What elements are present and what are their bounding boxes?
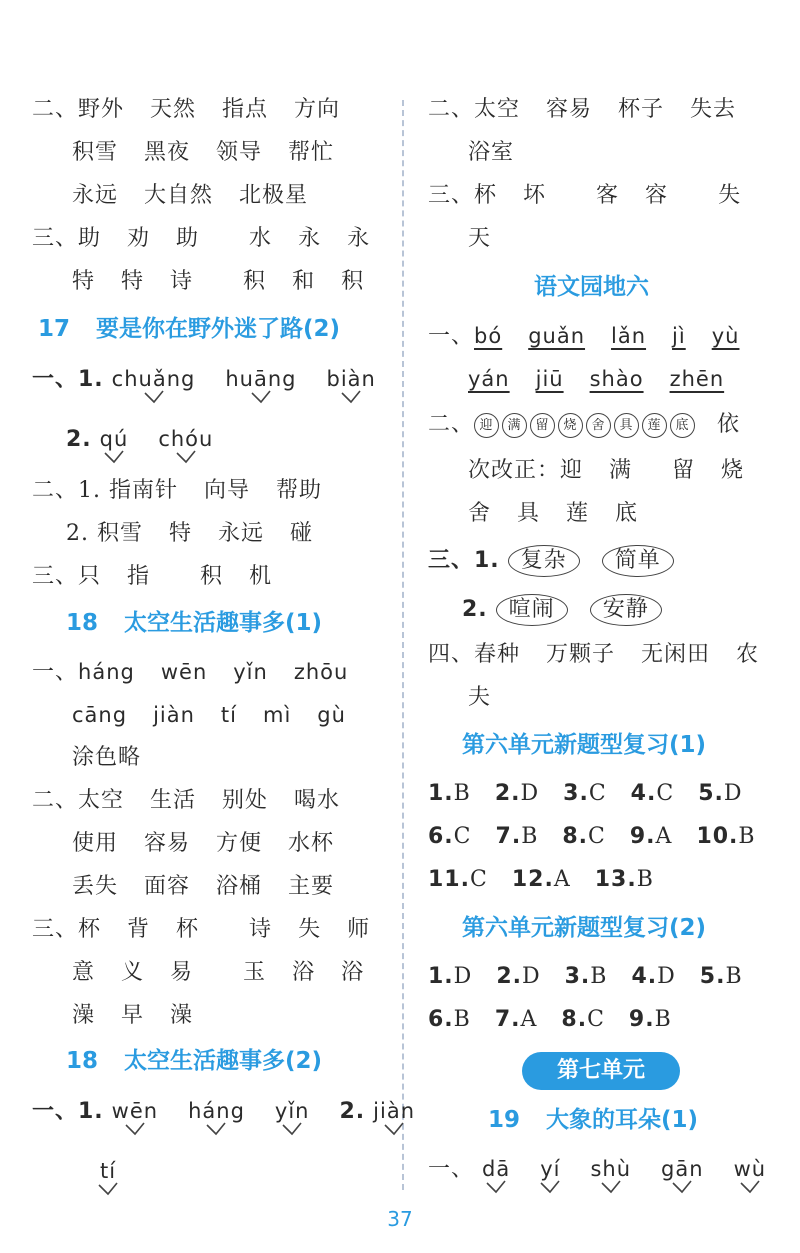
- choice-answers-line: 11.C 12.A 13.B: [428, 867, 654, 892]
- choice-answers-line: 1.D 2.D 3.B 4.D 5.B: [428, 964, 743, 989]
- check-mark-icon: [341, 390, 361, 404]
- answer-line: 三、杯 背 杯 诗 失 师: [32, 917, 371, 942]
- answer-line: 夫: [468, 685, 492, 710]
- answer-line: 2. 积雪 特 永远 碰: [66, 521, 314, 546]
- check-mark-icon: [125, 1122, 145, 1136]
- unit-badge: 第七单元: [522, 1052, 680, 1090]
- answer-line: 二、太空 容易 杯子 失去: [428, 97, 737, 122]
- check-mark-icon: [486, 1180, 506, 1194]
- section-heading: 语文园地六: [534, 274, 649, 300]
- answer-line: 次改正：迎 满 留 烧: [468, 458, 745, 483]
- choice-answers-line: 1.B 2.D 3.C 4.C 5.D: [428, 781, 743, 806]
- choice-answers-line: 6.B 7.A 8.C 9.B: [428, 1007, 672, 1032]
- check-mark-icon: [98, 1182, 118, 1196]
- section-heading: 第六单元新题型复习(1): [462, 732, 707, 758]
- answer-line: 三、助 劝 助 水 永 永: [32, 226, 371, 251]
- answer-line: 三、只 指 积 机: [32, 564, 273, 589]
- page-number: 37: [387, 1207, 413, 1231]
- pinyin-line: 一、1. chuǎng huāng biàn: [32, 364, 398, 395]
- answer-line: 澡 早 澡: [72, 1003, 194, 1028]
- answer-line: 积雪 黑夜 领导 帮忙: [72, 140, 335, 165]
- check-mark-icon: [104, 450, 124, 464]
- pinyin-line: tí: [100, 1156, 138, 1187]
- circled-characters-line: 二、 迎 满 留 烧 舍 具 莲 底 依: [428, 412, 741, 437]
- answer-line: 特 特 诗 积 和 积: [72, 269, 365, 294]
- pinyin-line: 一、 dā yí shù gān wù: [428, 1154, 788, 1185]
- choice-answers-line: 6.C 7.B 8.C 9.A 10.B: [428, 824, 756, 849]
- pinyin-line: 一、háng wēn yǐn zhōu: [32, 660, 349, 685]
- lesson-heading: 18 太空生活趣事多(2): [66, 1048, 323, 1074]
- check-mark-icon: [740, 1180, 760, 1194]
- column-divider: [402, 100, 404, 1190]
- pinyin-line: 2. qú chóu: [66, 424, 235, 455]
- answer-line: 使用 容易 方便 水杯: [72, 831, 335, 856]
- pinyin-line: yán jiū shào zhēn: [468, 367, 725, 391]
- pinyin-line: cāng jiàn tí mì gù: [72, 703, 346, 727]
- check-mark-icon: [144, 390, 164, 404]
- section-heading: 第六单元新题型复习(2): [462, 915, 707, 941]
- lesson-heading: 18 太空生活趣事多(1): [66, 610, 323, 636]
- check-mark-icon: [251, 390, 271, 404]
- answer-line: 浴室: [468, 140, 515, 165]
- oval-answers-line: 2. 喧闹 安静: [462, 594, 684, 626]
- check-mark-icon: [282, 1122, 302, 1136]
- answer-line: 二、太空 生活 别处 喝水: [32, 788, 341, 813]
- answer-line: 舍 具 莲 底: [468, 501, 639, 526]
- lesson-heading: 19 大象的耳朵(1): [488, 1107, 699, 1133]
- check-mark-icon: [601, 1180, 621, 1194]
- answer-line: 丢失 面容 浴桶 主要: [72, 874, 335, 899]
- answer-line: 永远 大自然 北极星: [72, 183, 309, 208]
- check-mark-icon: [672, 1180, 692, 1194]
- check-mark-icon: [540, 1180, 560, 1194]
- check-mark-icon: [384, 1122, 404, 1136]
- answer-line: 二、1. 指南针 向导 帮助: [32, 478, 323, 503]
- answer-line: 涂色略: [72, 745, 142, 770]
- pinyin-line: 一、bó guǎn lǎn jì yù: [428, 324, 740, 349]
- answer-line: 二、野外 天然 指点 方向: [32, 97, 341, 122]
- answer-line: 天: [468, 226, 492, 251]
- oval-answers-line: 三、1. 复杂 简单: [428, 545, 696, 577]
- check-mark-icon: [206, 1122, 226, 1136]
- lesson-heading: 17 要是你在野外迷了路(2): [38, 316, 341, 342]
- pinyin-line: 一、1. wēn háng yǐn 2. jiàn: [32, 1096, 437, 1127]
- answer-line: 三、杯 坏 客 容 失: [428, 183, 742, 208]
- answer-line: 意 义 易 玉 浴 浴: [72, 960, 365, 985]
- check-mark-icon: [176, 450, 196, 464]
- answer-line: 四、春种 万颗子 无闲田 农: [428, 642, 760, 667]
